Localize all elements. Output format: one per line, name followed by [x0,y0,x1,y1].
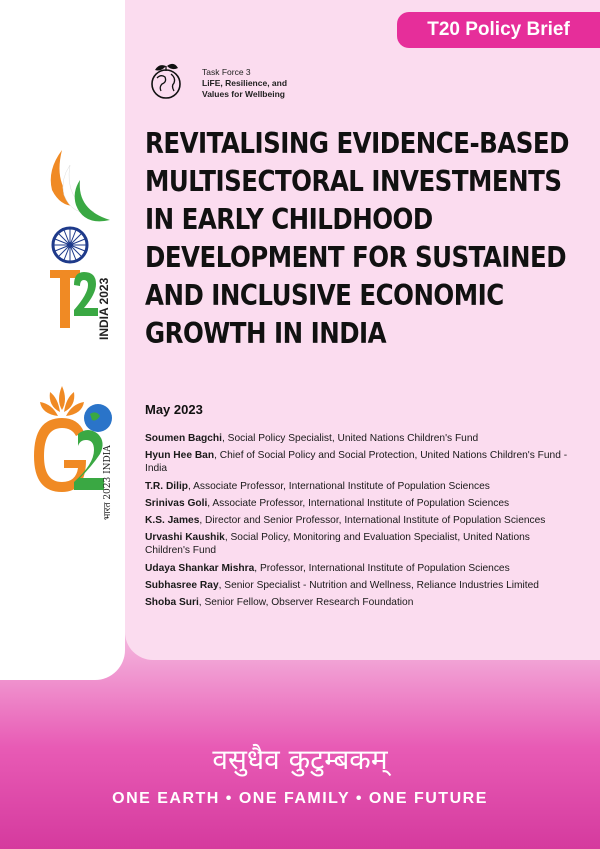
globe-leaf-icon [147,60,185,102]
t20-logo-caption: INDIA 2023 [97,277,111,340]
title-line: GROWTH IN INDIA [145,317,387,350]
title-line: DEVELOPMENT FOR SUSTAINED [145,241,567,274]
task-force-name-line1: LiFE, Resilience, and [202,78,288,88]
author-name: K.S. James [145,515,200,527]
author-name: Urvashi Kaushik [145,532,225,544]
author-role: , Social Policy Specialist, United Nations Children's Fund [221,433,479,444]
author-entry [145,579,575,592]
title-line: MULTISECTORAL INVESTMENTS [145,165,562,198]
author-entry [145,432,575,445]
author-name: Hyun Hee Ban [145,450,215,462]
document-title [145,125,569,353]
author-name: Udaya Shankar Mishra [145,562,255,574]
author-entry [145,596,575,609]
title-line: IN EARLY CHILDHOOD [145,203,433,236]
task-force-label [202,67,362,100]
author-role: , Senior Fellow, Observer Research Foundation [198,597,414,609]
g20-logo-caption: भारत 2023 INDIA [103,445,113,520]
author-role: , Social Policy, Monitoring and Evaluation Specialist, United Nations Children's Fund [145,532,530,557]
title-line: AND INCLUSIVE ECONOMIC [145,279,504,312]
logo-panel [0,0,125,680]
author-name: Subhasree Ray [145,579,219,591]
author-entry [145,531,575,557]
author-entry [145,497,575,510]
author-entry [145,514,575,527]
author-name: Soumen Bagchi [145,433,222,444]
author-name: Shoba Suri [145,597,199,609]
author-role: , Chief of Social Policy and Social Protection, United Nations Children's Fund - India [145,450,568,475]
author-role: , Associate Professor, International Institute of Population Sciences [188,480,490,492]
footer-tagline: ONE EARTH • ONE FAMILY • ONE FUTURE [112,790,488,807]
task-force-name-line2: Values for Wellbeing [202,89,285,99]
author-entry [145,449,575,475]
author-role: , Director and Senior Professor, International Institute of Population Sciences [199,515,546,527]
publication-date: May 2023 [145,402,203,417]
task-force-number: Task Force 3 [202,67,251,77]
title-line: REVITALISING EVIDENCE-BASED [145,127,569,160]
author-name: Srinivas Goli [145,497,208,509]
policy-brief-badge: T20 Policy Brief [397,12,600,48]
vasudhaiva-kutumbakam-motto: वसुधैव कुटुम्बकम् [212,743,388,776]
author-role: , Professor, International Institute of Population Sciences [254,562,510,574]
author-list [145,432,575,613]
author-role: , Senior Specialist - Nutrition and Wellness, Reliance Industries Limited [218,579,539,591]
author-name: T.R. Dilip [145,480,189,492]
author-entry [145,562,575,575]
author-role: , Associate Professor, International Institute of Population Sciences [207,497,510,509]
author-entry [145,480,575,493]
